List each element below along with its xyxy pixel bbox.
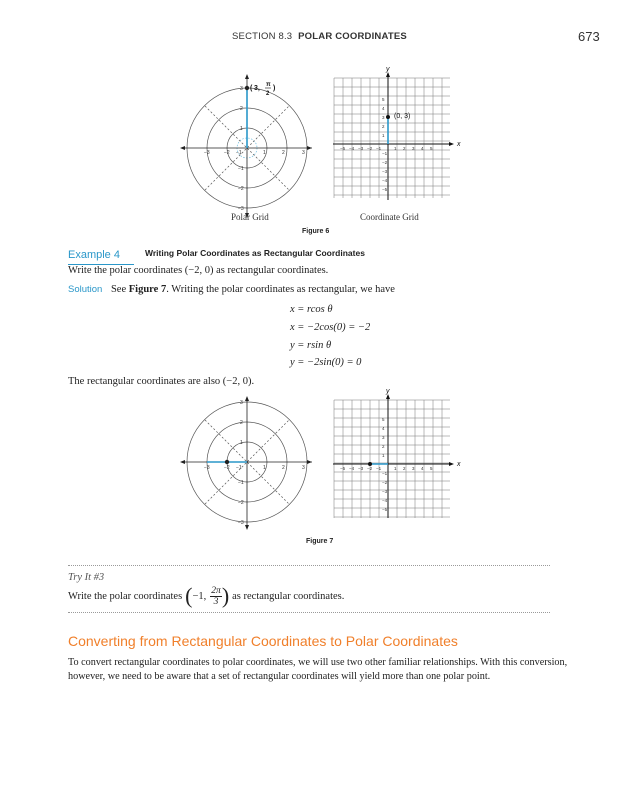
tick-3: 3 — [302, 150, 305, 156]
figure6-polar-grid — [180, 70, 312, 218]
polar-arrow-right — [307, 146, 312, 150]
solution-line — [68, 284, 395, 295]
grid-tick-x: −3 — [358, 466, 364, 471]
grid-tick-x: −2 — [367, 146, 373, 151]
equation-4: y = −2sin(0) = 0 — [290, 357, 362, 368]
svg-text:3: 3 — [302, 465, 305, 471]
axis-x-label: x — [457, 461, 461, 468]
polar-arrow-left — [180, 146, 185, 150]
equation-2: x = −2cos(0) = −2 — [290, 322, 371, 333]
tryit-coord-first: −1, — [192, 590, 207, 602]
axis-y-label: y — [386, 66, 390, 73]
grid-tick-y: 5 — [382, 417, 385, 422]
tick-neg2: −2 — [224, 150, 230, 156]
svg-text:−1: −1 — [238, 480, 244, 486]
polar-label-paren-open: ( — [250, 85, 253, 92]
rect-arrow-right — [449, 142, 454, 146]
grid-tick-y: 5 — [382, 97, 385, 102]
solution-figure-ref[interactable]: Figure 7 — [128, 284, 167, 295]
grid-tick-x: −4 — [349, 466, 355, 471]
grid-tick-x: −1 — [376, 146, 382, 151]
grid-tick-y: −4 — [382, 498, 388, 503]
tryit-bottom-rule — [68, 612, 550, 613]
grid-tick-x: −4 — [349, 146, 355, 151]
rect-point — [386, 115, 390, 119]
axis-y-label: y — [386, 388, 390, 395]
figure6-caption: Figure 6 — [302, 228, 330, 235]
grid-tick-y: −5 — [382, 187, 388, 192]
grid-tick-y: −3 — [382, 169, 388, 174]
axis-x-label: x — [457, 141, 461, 148]
rect-point-label: (0, 3) — [394, 113, 411, 120]
rect7-point — [368, 462, 372, 466]
section-title: POLAR COORDINATES — [298, 31, 407, 42]
polar-point — [245, 86, 249, 90]
grid-tick-x: 1 — [394, 146, 397, 151]
polar-grid-caption: Polar Grid — [231, 212, 269, 222]
tryit-text — [68, 583, 344, 609]
svg-text:−2: −2 — [224, 465, 230, 471]
svg-text:1: 1 — [263, 465, 266, 471]
svg-text:2: 2 — [282, 465, 285, 471]
svg-text:−1: −1 — [236, 465, 242, 471]
equation-1: x = rcos θ — [290, 304, 333, 315]
figure6-coordinate-grid — [328, 66, 468, 201]
grid-tick-y: −2 — [382, 160, 388, 165]
grid-tick-x: 5 — [430, 466, 433, 471]
figure7-caption: Figure 7 — [306, 538, 334, 545]
grid-tick-x: −1 — [376, 466, 382, 471]
svg-text:−3: −3 — [238, 520, 244, 526]
example-label: Example 4 — [68, 249, 120, 261]
polar-label-den: 2 — [266, 91, 270, 97]
figure7-polar-grid — [180, 392, 312, 530]
section-paragraph-line1: To convert rectangular coordinates to polar coordinates, we will use two other familiar relationships. With this conversion, — [68, 657, 568, 668]
grid-tick-y: 2 — [382, 124, 385, 129]
figure7-coordinate-grid — [328, 388, 468, 523]
tick-v1: 1 — [240, 126, 243, 132]
tryit-frac-den: 3 — [213, 596, 219, 607]
example-title: Writing Polar Coordinates as Rectangular Coordinates — [145, 248, 365, 258]
svg-text:−2: −2 — [238, 500, 244, 506]
example-conclusion: The rectangular coordinates are also (−2, 0). — [68, 376, 255, 387]
grid-tick-y: −3 — [382, 489, 388, 494]
grid-tick-x: −2 — [367, 466, 373, 471]
polar-label-r: 3, — [254, 85, 260, 92]
solution-rest: . Writing the polar coordinates as rectangular, we have — [166, 284, 395, 295]
grid-lines — [334, 400, 450, 518]
polar-tick-labels — [204, 86, 305, 212]
grid-tick-x: 3 — [412, 146, 415, 151]
grid-tick-x: 3 — [412, 466, 415, 471]
tick-1: 1 — [263, 150, 266, 156]
tryit-top-rule — [68, 565, 550, 566]
polar-label-paren-close: ) — [273, 85, 276, 92]
grid-tick-x: 5 — [430, 146, 433, 151]
tick-vn2: −2 — [238, 186, 244, 192]
tick-v3: 3 — [240, 86, 243, 92]
grid-tick-x: 4 — [421, 466, 424, 471]
tryit-text-after: as rectangular coordinates. — [232, 590, 345, 602]
tryit-frac-num: 2π — [211, 585, 221, 596]
grid-tick-y: −2 — [382, 480, 388, 485]
paren-open: ( — [185, 583, 193, 608]
coordinate-grid-caption: Coordinate Grid — [360, 212, 419, 222]
grid-tick-y: −5 — [382, 507, 388, 512]
tryit-fraction — [210, 586, 222, 607]
grid-tick-y: 2 — [382, 444, 385, 449]
paren-close: ) — [221, 583, 230, 608]
tick-vn3: −3 — [238, 206, 244, 212]
equation-3: y = rsin θ — [290, 340, 332, 351]
grid-tick-x: 1 — [394, 466, 397, 471]
polar7-point — [225, 460, 229, 464]
solution-see: See — [110, 284, 129, 295]
section-heading: Converting from Rectangular Coordinates to Polar Coordinates — [68, 633, 458, 649]
grid-tick-y: 4 — [382, 106, 385, 111]
grid-tick-y: 3 — [382, 115, 385, 120]
grid-tick-x: 2 — [403, 466, 406, 471]
example-label-box — [68, 245, 134, 265]
grid-tick-x: 2 — [403, 146, 406, 151]
grid-tick-x: −5 — [340, 146, 346, 151]
svg-text:2: 2 — [240, 420, 243, 426]
section-paragraph-line2: however, we need to be aware that a set of rectangular coordinates will yield more than one polar point. — [68, 671, 491, 682]
tick-v2: 2 — [240, 106, 243, 112]
tryit-text-before: Write the polar coordinates — [68, 590, 183, 602]
tick-neg1: −1 — [236, 150, 242, 156]
svg-text:1: 1 — [240, 440, 243, 446]
tick-neg3: −3 — [204, 150, 210, 156]
tryit-label: Try It #3 — [68, 572, 105, 583]
solution-label: Solution — [68, 284, 103, 295]
grid-tick-y: 1 — [382, 453, 385, 458]
tick-2: 2 — [282, 150, 285, 156]
page-number: 673 — [578, 29, 600, 44]
polar-label-num: π — [266, 82, 271, 88]
svg-text:3: 3 — [240, 400, 243, 406]
grid-tick-y: −1 — [382, 471, 388, 476]
grid-tick-x: −3 — [358, 146, 364, 151]
section-number: SECTION 8.3 — [232, 31, 293, 42]
grid-tick-y: −1 — [382, 151, 388, 156]
example-problem: Write the polar coordinates (−2, 0) as rectangular coordinates. — [68, 265, 329, 276]
grid-tick-y: 4 — [382, 426, 385, 431]
grid-tick-y: −4 — [382, 178, 388, 183]
running-header — [232, 31, 407, 42]
grid-lines — [334, 78, 450, 198]
grid-tick-y: 3 — [382, 435, 385, 440]
polar-arrow-up — [245, 74, 249, 79]
grid-tick-x: −5 — [340, 466, 346, 471]
grid-tick-x: 4 — [421, 146, 424, 151]
grid-tick-y: 1 — [382, 133, 385, 138]
tick-vn1: −1 — [238, 166, 244, 172]
svg-text:−3: −3 — [204, 465, 210, 471]
